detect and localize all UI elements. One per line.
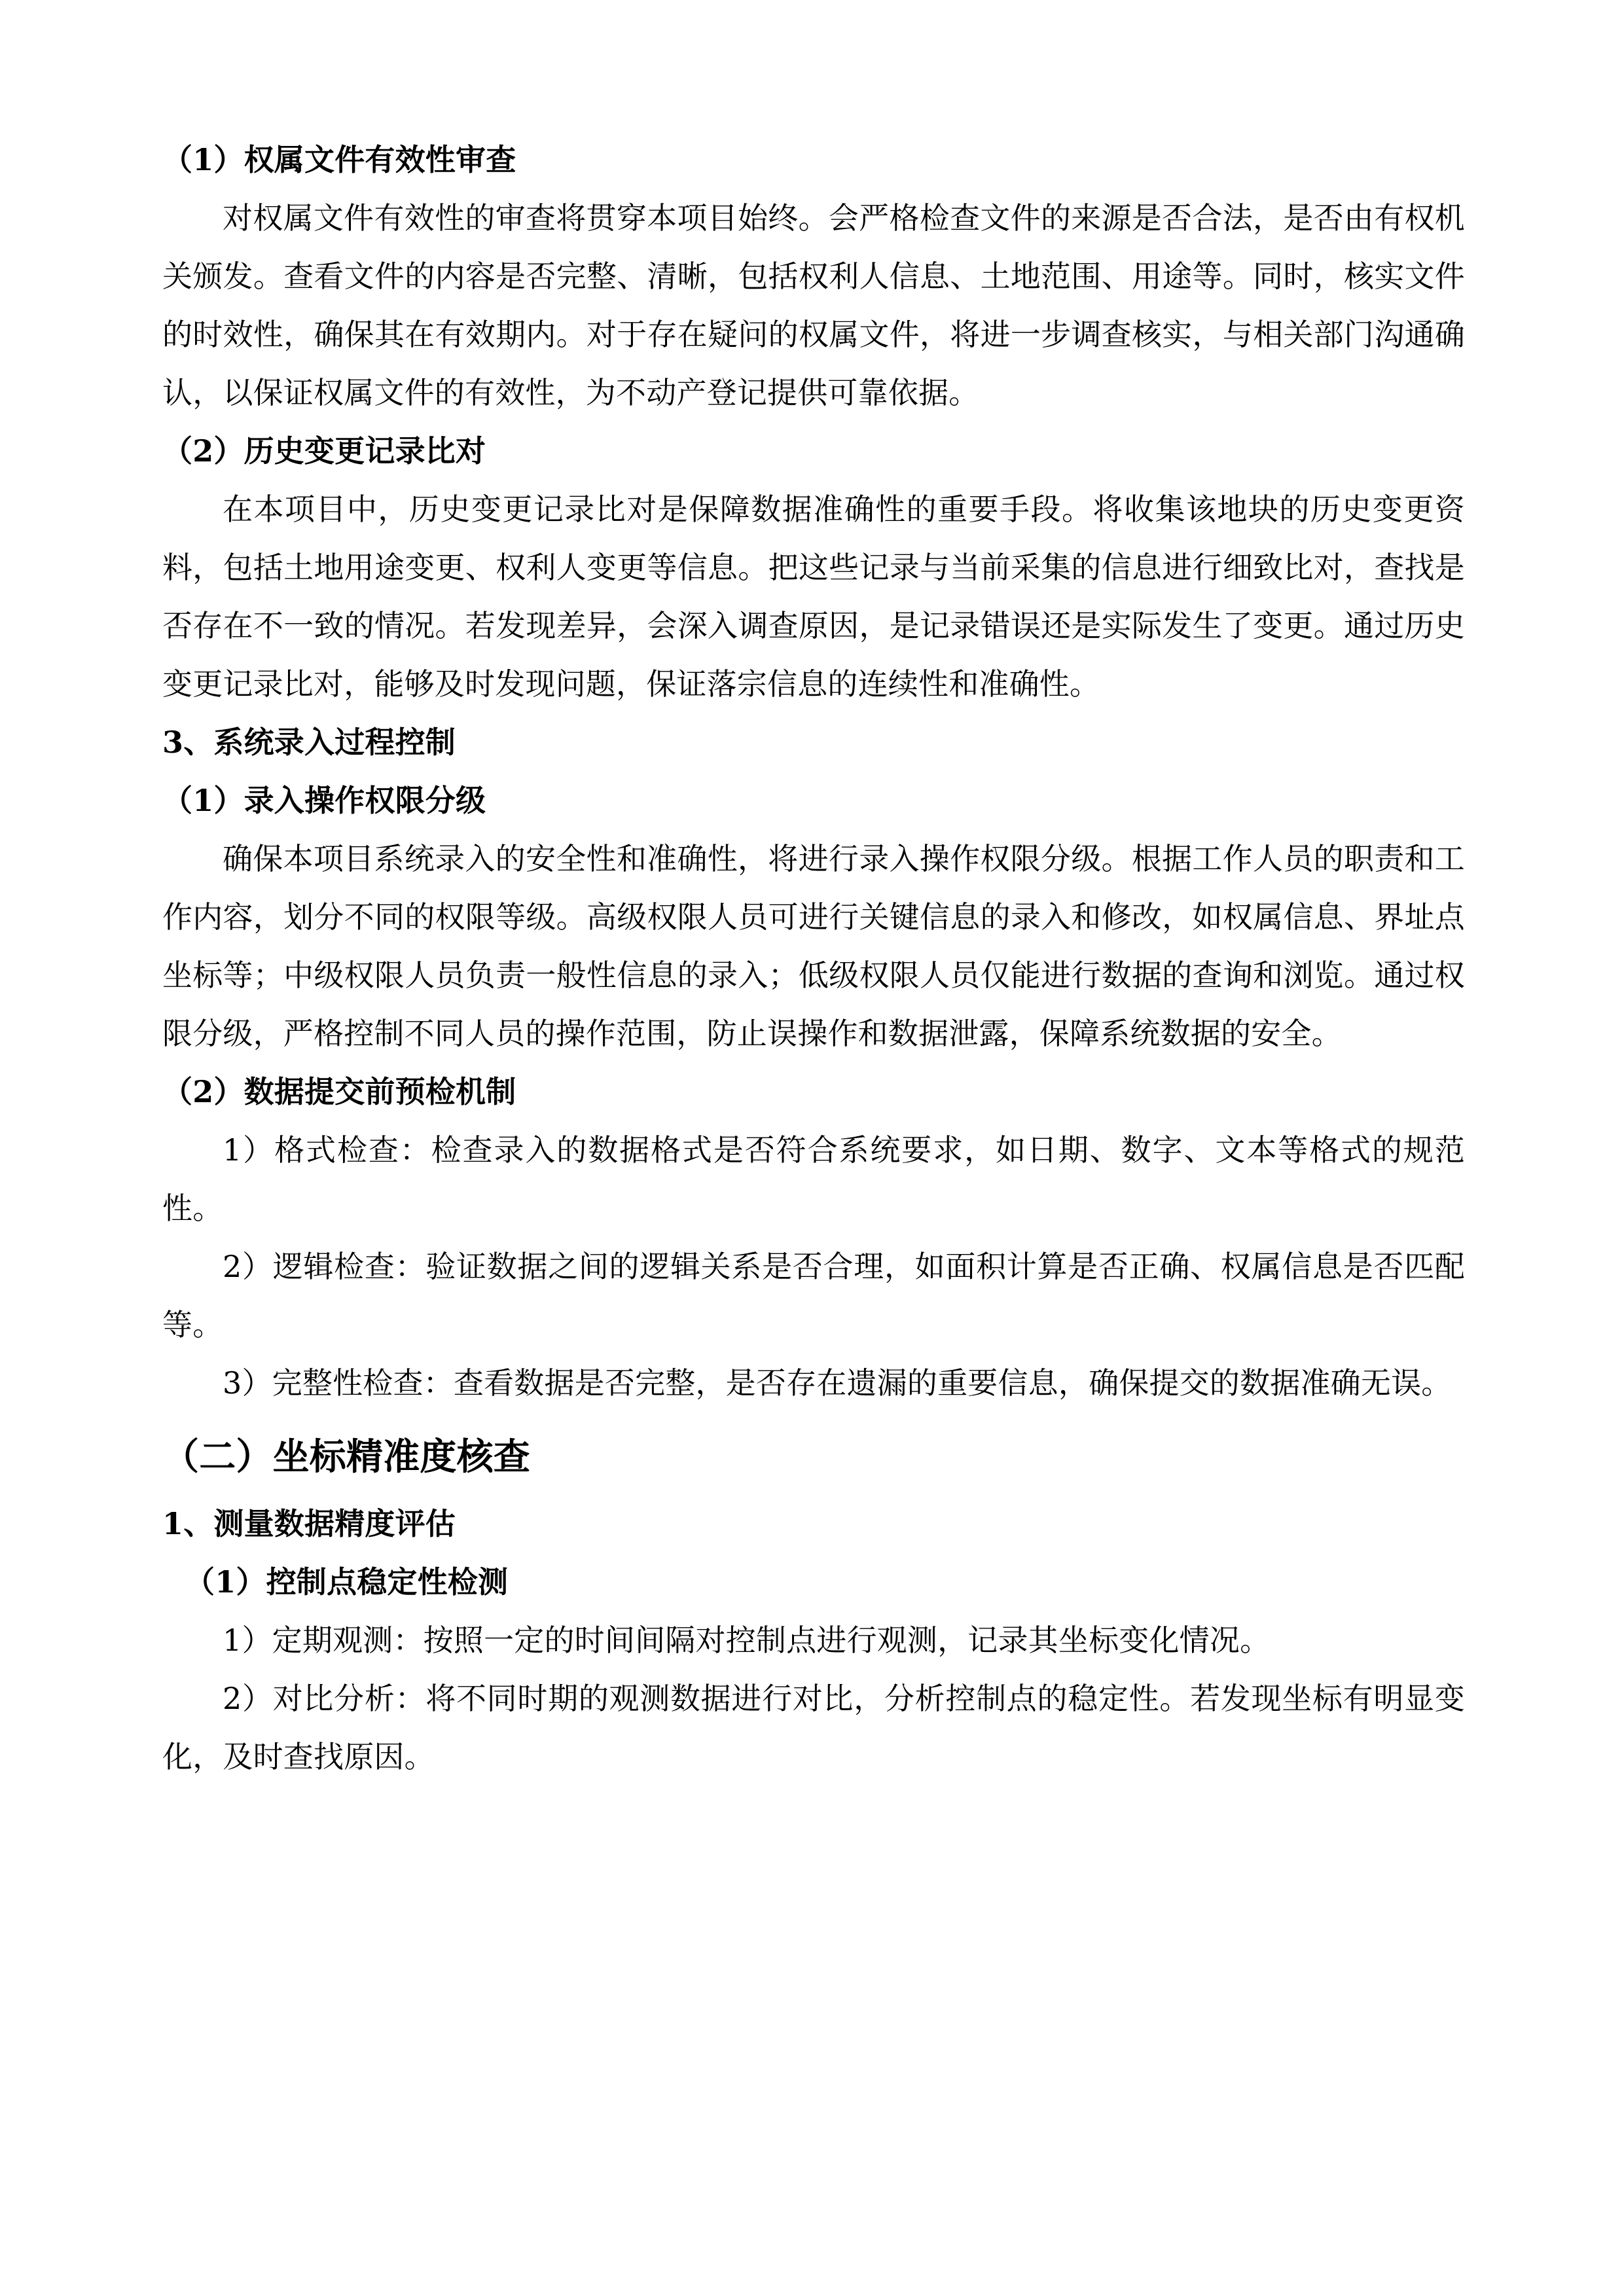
heading-history-change-record-comparison: （2）历史变更记录比对	[162, 433, 486, 469]
heading-ownership-doc-validity-review: （1）权属文件有效性审查	[162, 142, 516, 177]
list-item-logic-check: 2）逻辑检查：验证数据之间的逻辑关系是否合理，如面积计算是否正确、权属信息是否匹配等。	[162, 1249, 1465, 1342]
list-item-completeness-check: 3）完整性检查：查看数据是否完整，是否存在遗漏的重要信息，确保提交的数据准确无误。	[223, 1365, 1452, 1401]
list-item-comparative-analysis: 2）对比分析：将不同时期的观测数据进行对比，分析控制点的稳定性。若发现坐标有明显变化，及时查找原因。	[162, 1681, 1465, 1774]
paragraph-history-change-record-comparison: 在本项目中，历史变更记录比对是保障数据准确性的重要手段。将收集该地块的历史变更资料，包括土地用途变更、权利人变更等信息。把这些记录与当前采集的信息进行细致比对，查找是否存在不一致的情况。若发现差异，会深入调查原因，是记录错误还是实际发生了变更。通过历史变更记录比对，能够及时发现问题，保证落宗信息的连续性和准确性。	[162, 492, 1465, 702]
heading-coordinate-accuracy-verification: （二）坐标精准度核查	[162, 1435, 530, 1479]
paragraph-entry-permission-grading: 确保本项目系统录入的安全性和准确性，将进行录入操作权限分级。根据工作人员的职责和工作内容，划分不同的权限等级。高级权限人员可进行关键信息的录入和修改，如权属信息、界址点坐标等；中级权限人员负责一般性信息的录入；低级权限人员仅能进行数据的查询和浏览。通过权限分级，严格控制不同人员的操作范围，防止误操作和数据泄露，保障系统数据的安全。	[162, 841, 1465, 1051]
heading-control-point-stability-detection: （1）控制点稳定性检测	[185, 1564, 509, 1600]
document-body	[162, 131, 1465, 1786]
heading-entry-permission-grading: （1）录入操作权限分级	[162, 783, 486, 818]
heading-survey-data-accuracy-assessment: 1、测量数据精度评估	[162, 1506, 456, 1541]
paragraph-ownership-doc-validity-review: 对权属文件有效性的审查将贯穿本项目始终。会严格检查文件的来源是否合法，是否由有权机关颁发。查看文件的内容是否完整、清晰，包括权利人信息、土地范围、用途等。同时，核实文件的时效性，确保其在有效期内。对于存在疑问的权属文件，将进一步调查核实，与相关部门沟通确认，以保证权属文件的有效性，为不动产登记提供可靠依据。	[162, 200, 1465, 410]
heading-pre-submission-check-mechanism: （2）数据提交前预检机制	[162, 1074, 516, 1109]
list-item-periodic-observation: 1）定期观测：按照一定的时间间隔对控制点进行观测，记录其坐标变化情况。	[223, 1623, 1271, 1658]
heading-system-entry-process-control: 3、系统录入过程控制	[162, 725, 456, 760]
list-item-format-check: 1）格式检查：检查录入的数据格式是否符合系统要求，如日期、数字、文本等格式的规范性。	[162, 1132, 1465, 1226]
